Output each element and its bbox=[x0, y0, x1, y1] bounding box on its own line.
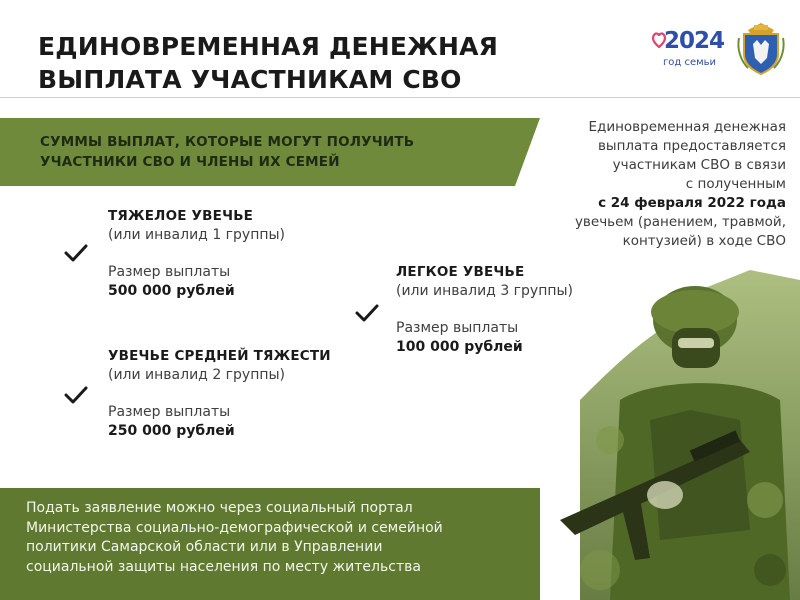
payment-amount-label: Размер выплаты bbox=[396, 320, 519, 336]
payment-amount: 250 000 рублей bbox=[108, 423, 235, 439]
payment-severe bbox=[108, 207, 285, 301]
payment-medium bbox=[108, 347, 331, 441]
payment-amount: 500 000 рублей bbox=[108, 283, 235, 299]
info-paragraph: Единовременная денежная выплата предоставляется участникам СВО в связи с полученным с 24 февраля 2022 года увечьем (ранением, травмой, контузией) в ходе СВО bbox=[574, 119, 786, 249]
ribbon-heading: СУММЫ ВЫПЛАТ, КОТОРЫЕ МОГУТ ПОЛУЧИТЬ УЧАСТНИКИ СВО И ЧЛЕНЫ ИХ СЕМЕЙ bbox=[40, 134, 415, 170]
check-icon bbox=[64, 244, 88, 262]
logo-year: 2024 bbox=[664, 28, 725, 54]
soldier-illustration bbox=[540, 270, 800, 600]
payment-note: (или инвалид 2 группы) bbox=[108, 367, 286, 383]
application-info: Подать заявление можно через социальный портал Министерства социально-демографической и семейной политики Самарской области или в Управлении социальной защиты населения по месту жительства bbox=[26, 500, 443, 575]
payment-heading: ТЯЖЕЛОЕ УВЕЧЬЕ bbox=[108, 208, 254, 224]
payment-amount-label: Размер выплаты bbox=[108, 264, 231, 280]
payment-note: (или инвалид 1 группы) bbox=[108, 227, 286, 243]
payment-heading: ЛЕГКОЕ УВЕЧЬЕ bbox=[396, 264, 525, 280]
coat-of-arms-icon bbox=[736, 20, 786, 76]
header-divider bbox=[0, 97, 800, 98]
payment-note: (или инвалид 3 группы) bbox=[396, 283, 574, 299]
logo-subtitle: год семьи bbox=[663, 57, 717, 68]
payment-heading: УВЕЧЬЕ СРЕДНЕЙ ТЯЖЕСТИ bbox=[108, 348, 331, 364]
payment-amount: 100 000 рублей bbox=[396, 339, 523, 355]
page-title: ЕДИНОВРЕМЕННАЯ ДЕНЕЖНАЯ ВЫПЛАТА УЧАСТНИКАМ СВО bbox=[38, 32, 499, 94]
check-icon bbox=[64, 386, 88, 404]
check-icon bbox=[355, 304, 379, 322]
payment-amount-label: Размер выплаты bbox=[108, 404, 231, 420]
year-of-family-logo bbox=[652, 26, 725, 74]
